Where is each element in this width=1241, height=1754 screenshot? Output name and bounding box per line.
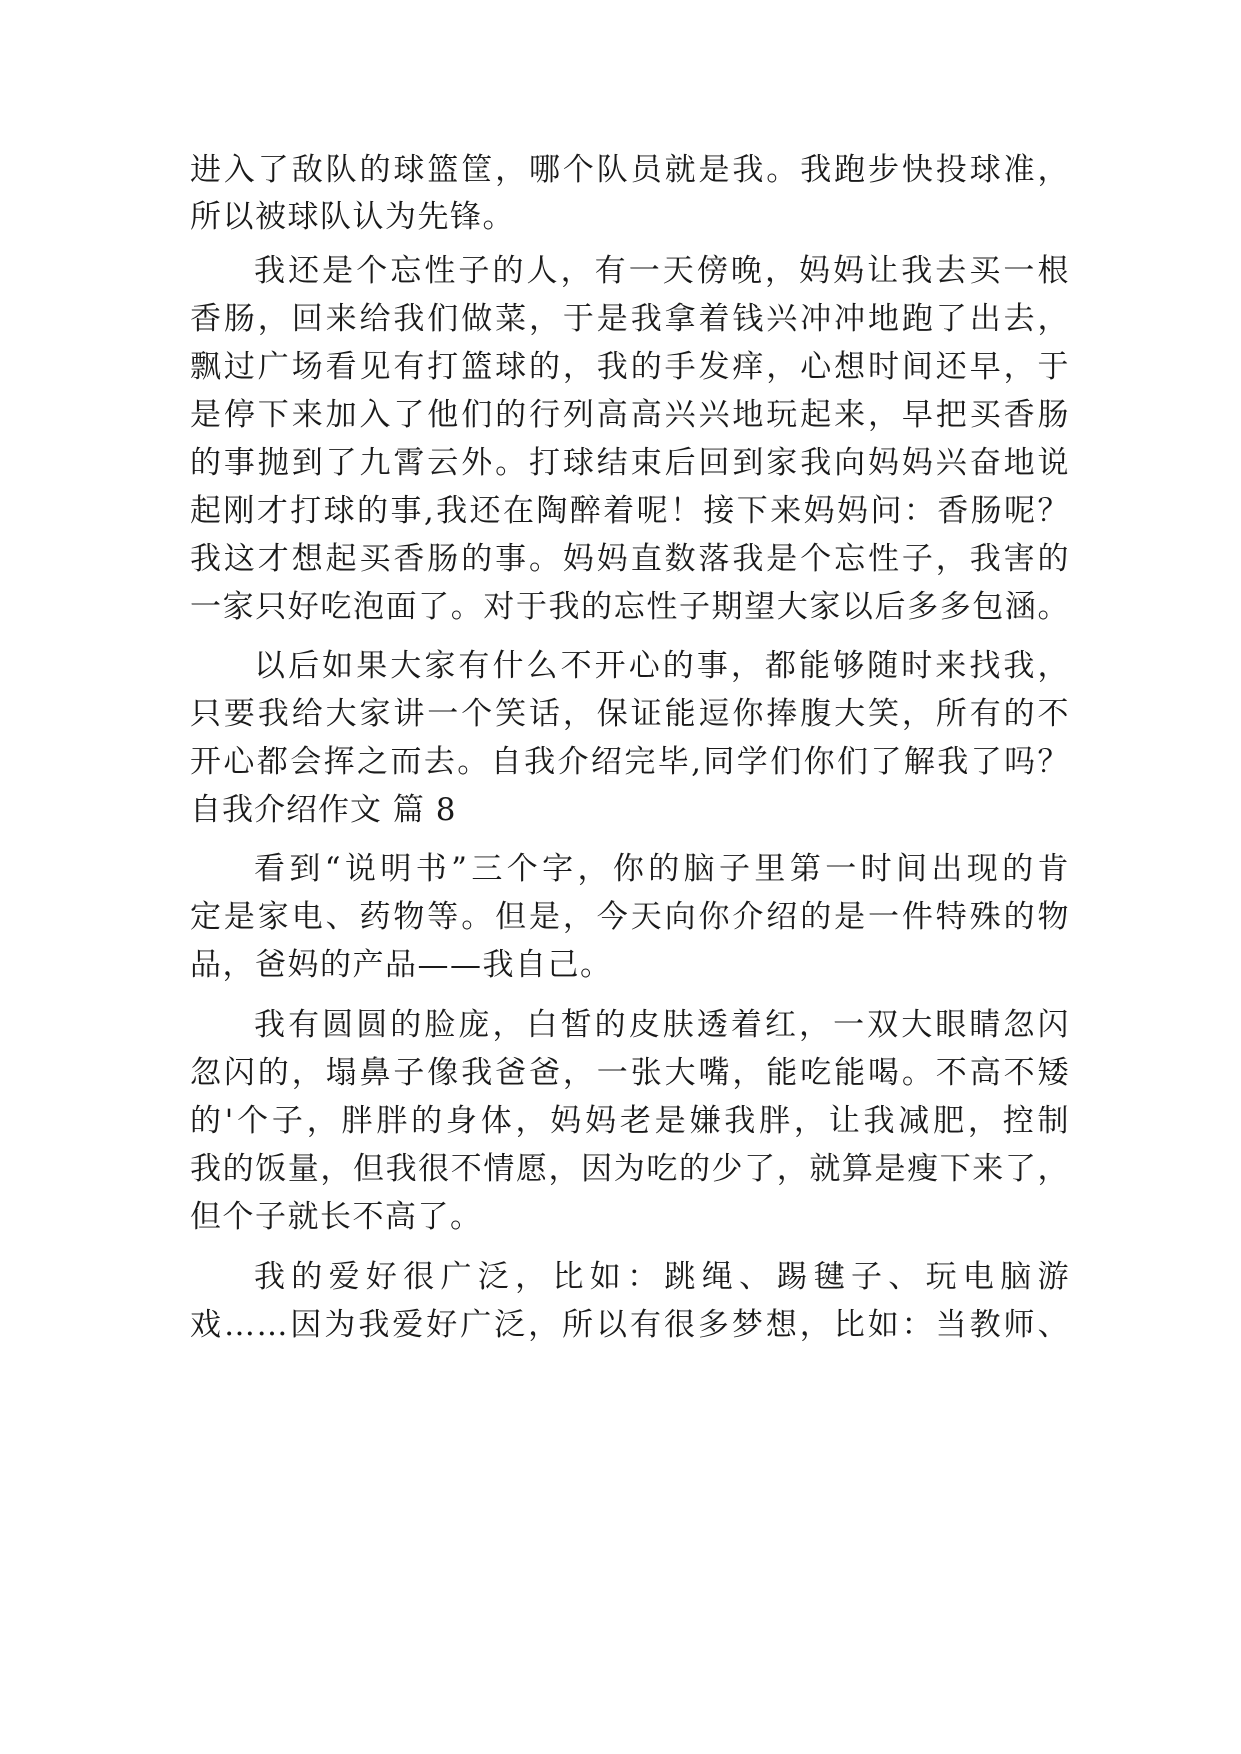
- text-line: 定是家电、药物等。但是，今天向你介绍的是一件特殊的物: [190, 899, 1070, 935]
- paragraph-first-line: 我还是个忘性子的人，有一天傍晚，妈妈让我去买一根: [254, 253, 1070, 289]
- paragraph-first-line: 我有圆圆的脸庞，白皙的皮肤透着红，一双大眼睛忽闪: [254, 1007, 1070, 1043]
- paragraph-first-line: 看到“说明书”三个字，你的脑子里第一时间出现的肯: [254, 851, 1070, 887]
- text-line: 忽闪的，塌鼻子像我爸爸，一张大嘴，能吃能喝。不高不矮: [190, 1055, 1070, 1091]
- text-line: 只要我给大家讲一个笑话，保证能逗你捧腹大笑，所有的不: [190, 696, 1070, 732]
- text-line: 的事抛到了九霄云外。打球结束后回到家我向妈妈兴奋地说: [190, 445, 1070, 481]
- text-line: 但个子就长不高了。: [190, 1199, 483, 1235]
- text-line: 我这才想起买香肠的事。妈妈直数落我是个忘性子，我害的: [190, 541, 1070, 577]
- text-line: 飘过广场看见有打篮球的，我的手发痒，心想时间还早，于: [190, 349, 1070, 385]
- text-line: 是停下来加入了他们的行列高高兴兴地玩起来，早把买香肠: [190, 397, 1070, 433]
- text-line: 品，爸妈的产品——我自己。: [190, 947, 613, 983]
- text-line: 所以被球队认为先锋。: [190, 199, 515, 235]
- text-line: 香肠，回来给我们做菜，于是我拿着钱兴冲冲地跑了出去，: [190, 301, 1070, 337]
- text-line: 的'个子，胖胖的身体，妈妈老是嫌我胖，让我减肥，控制: [190, 1103, 1070, 1139]
- paragraph-first-line: 以后如果大家有什么不开心的事，都能够随时来找我，: [254, 648, 1070, 684]
- text-line: 我的饭量，但我很不情愿，因为吃的少了，就算是瘦下来了，: [190, 1151, 1070, 1187]
- text-line: 开心都会挥之而去。自我介绍完毕,同学们你们了解我了吗？: [190, 744, 1070, 780]
- text-line: 起刚才打球的事,我还在陶醉着呢！接下来妈妈问：香肠呢？: [190, 493, 1070, 529]
- section-heading: 自我介绍作文 篇 8: [190, 792, 457, 828]
- text-line: 一家只好吃泡面了。对于我的忘性子期望大家以后多多包涵。: [190, 589, 1070, 625]
- text-line: 进入了敌队的球篮筐，哪个队员就是我。我跑步快投球准，: [190, 152, 1070, 188]
- text-line: 戏……因为我爱好广泛，所以有很多梦想，比如：当教师、: [190, 1307, 1070, 1343]
- paragraph-first-line: 我的爱好很广泛，比如：跳绳、踢毽子、玩电脑游: [254, 1259, 1070, 1295]
